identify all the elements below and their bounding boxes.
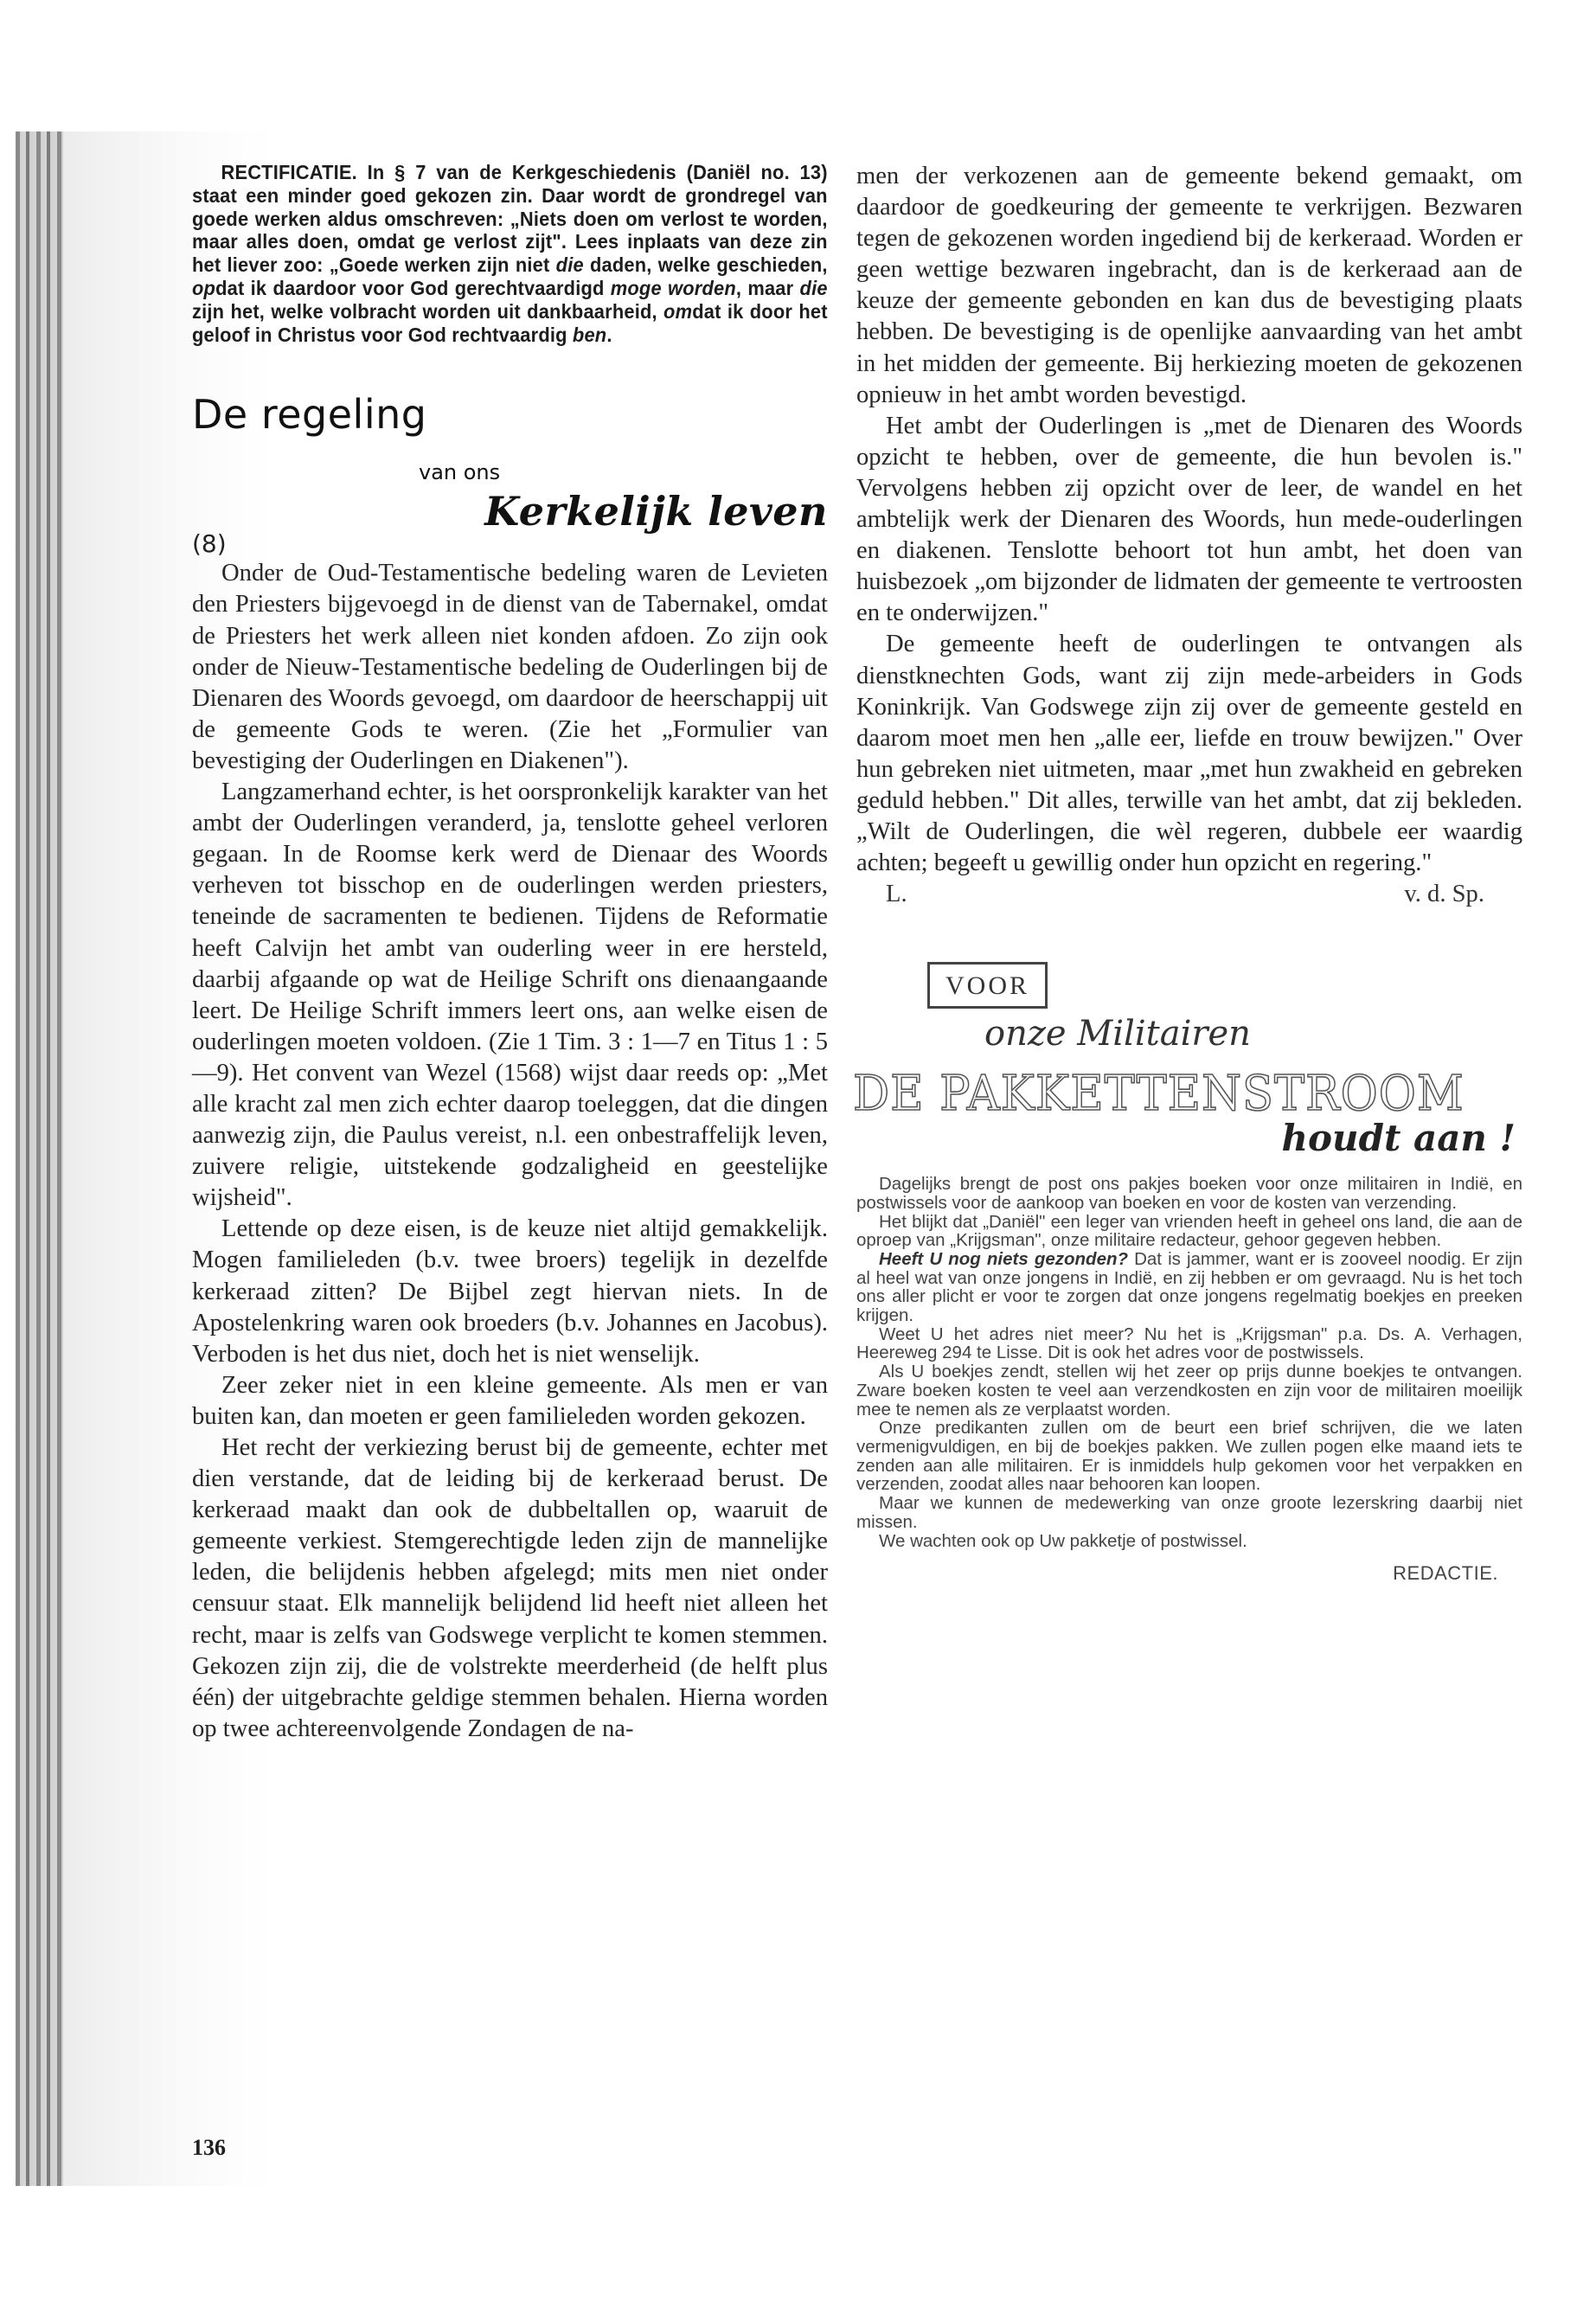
paragraph: Maar we kunnen de medewerking van onze groote lezerskring daarbij niet missen. — [856, 1493, 1522, 1532]
paragraph: Zeer zeker niet in een kleine gemeente. Als men er van buiten kan, dan moeten er geen familieleden worden gekozen. — [192, 1371, 828, 1430]
militairen-section — [853, 910, 1522, 1585]
article-body-right — [856, 161, 1522, 879]
article-title-script: Kerkelijk leven — [484, 488, 828, 535]
paragraph: Onder de Oud-Testamentische bedeling waren de Levieten den Priesters bijgevoegd in de dienst van de Tabernakel, omdat de Priesters het werk alleen niet konden afdoen. Zo zijn ook onder de Nieuw-Testamentische bedeling de Ouderlingen bij de Dienaren des Woords gevoegd, om daardoor de heerschappij uit de gemeente Gods te weren. (Zie het „Formulier van bevestiging der Ouderlingen en Diakenen"). — [192, 560, 828, 774]
houdt-aan-tagline: houdt aan ! — [1281, 1117, 1516, 1160]
left-column — [192, 161, 828, 1745]
militairen-subtitle: onze Militairen — [984, 1014, 1251, 1054]
paragraph: Heeft U nog niets gezonden? Dat is jammer, want er is zooveel noodig. Er zijn al heel wat van onze jongens in Indië, en zij hebben er om gevraagd. Nu is het toch ons aller plicht er voor te zorgen dat onze jongens regelmatig boekjes en preeken krijgen. — [856, 1248, 1522, 1326]
article-part-number: (8) — [192, 529, 227, 559]
article-body-left — [192, 558, 828, 1745]
rectificatie-label: RECTIFICATIE. — [221, 161, 357, 183]
pakkettenstroom-headline: DE PAKKETTENSTROOM — [853, 1066, 1465, 1123]
voor-box-label: VOOR — [927, 962, 1048, 1009]
paragraph: De gemeente heeft de ouderlingen te ontvangen als dienstknechten Gods, want zij zijn mede-arbeiders in Gods Koninkrijk. Van Godswege zijn zij over de gemeente gesteld en daarom moet men hen „alle eer, liefde en trouw bewijzen." Over hun gebreken niet uitmeten, maar „met hun zwakheid en gebreken geduld hebben." Dit alles, terwille van het ambt, dat zij bekleden. „Wilt de Ouderlingen, die wèl regeren, dubbele eer waardig achten; begeeft u gewillig onder hun opzicht en regering." — [856, 631, 1522, 877]
paragraph-continuation: men der verkozenen aan de gemeente bekend gemaakt, om daardoor de goedkeuring der gemeente te verkrijgen. Bezwaren tegen de gekozenen worden ingediend bij de kerkeraad. Worden er geen wettige bezwaren ingebracht, dan is de kerkeraad aan de keuze der gemeente gebonden en kan dus de bevestiging plaats hebben. De bevestiging is de openlijke aanvaarding van het ambt in het midden der gemeente. Bij herkiezing moeten de gekozenen opnieuw in het ambt worden bevestigd. — [856, 163, 1522, 408]
page-number: 136 — [192, 2135, 226, 2160]
paragraph: Het recht der verkiezing berust bij de gemeente, echter met dien verstande, dat de leiding bij de kerkeraad berust. De kerkeraad maakt dan ook de dubbeltallen op, waaruit de gemeente verkiest. Stemgerechtigde leden zijn de mannelijke leden, die belijdenis hebben afgelegd; mits men niet onder censuur staat. Elk mannelijk belijdend lid heeft niet alleen het recht, maar is zelfs van Godswege verplicht te komen stemmen. Gekozen zijn zij, die de volstrekte meerderheid (de helft plus één) der uitgebrachte geldige stemmen behalen. Hierna worden op twee achtereenvolgende Zondagen de na- — [192, 1434, 828, 1742]
paragraph: Dagelijks brengt de post ons pakjes boeken voor onze militairen in Indië, en postwissels voor de aankoop van boeken en voor de kosten van verzending. — [856, 1174, 1522, 1213]
article-title-connector: van ons — [419, 460, 501, 485]
paragraph: Het blijkt dat „Daniël" een leger van vrienden heeft in geheel ons land, die aan de oproep van „Krijgsman", onze militaire redacteur, gehoor gegeven hebben. — [856, 1211, 1522, 1251]
paragraph: Als U boekjes zendt, stellen wij het zeer op prijs dunne boekjes te ontvangen. Zware boeken kosten te veel aan verzendkosten en zijn voor de militairen moeilijk mee te nemen als ze verplaatst worden. — [856, 1362, 1522, 1420]
militairen-body — [856, 1175, 1522, 1550]
paragraph: Lettende op deze eisen, is de keuze niet altijd gemakkelijk. Mogen familieleden (b.v. twee broers) tegelijk in dezelfde kerkeraad zitten? De Bijbel zegt hiervan niets. In de Apostelenkring waren ook broeders (b.v. Johannes en Jacobus). Verboden is het dus niet, doch het is niet wenselijk. — [192, 1215, 828, 1368]
rectificatie-notice: RECTIFICATIE. In § 7 van de Kerkgeschiedenis (Daniël no. 13) staat een minder goed gekozen zin. Daar wordt de grondregel van goede werken aldus omschreven: „Niets doen om verlost te worden, maar alles doen, omdat ge verlost zijt". Lees inplaats van deze zin het liever zoo: „Goede werken zijn niet die daden, welke geschieden, opdat ik daardoor voor God gerechtvaardigd moge worden, maar die zijn het, welke volbracht worden uit dankbaarheid, omdat ik door het geloof in Christus voor God rechtvaardig ben. — [192, 161, 828, 346]
right-column — [853, 161, 1522, 1585]
paragraph: Het ambt der Ouderlingen is „met de Dienaren des Woords opzicht te hebben, over de gemeente, die hun bevolen is." Vervolgens hebben zij opzicht over de leer, de wandel en het ambtelijk werk der Dienaren des Woords, hun mede-ouderlingen en diakenen. Tenslotte behoort tot hun ambt, het doen van huisbezoek „om bijzonder de lidmaten der gemeente te vertroosten en te onderwijzen." — [856, 412, 1522, 627]
paragraph: Langzamerhand echter, is het oorspronkelijk karakter van het ambt der Ouderlingen veranderd, ja, tenslotte geheel verloren gegaan. In de Roomse kerk werd de Dienaar des Woords verheven tot bisschop en de ouderlingen werden priesters, teneinde de sacramenten te bedienen. Tijdens de Reformatie heeft Calvijn het ambt van ouderling weer in ere hersteld, daarbij afgaande op wat de Heilige Schrift ons dienaangaande leert. De Heilige Schrift immers leert ons, aan welke eisen de ouderlingen moeten voldoen. (Zie 1 Tim. 3 : 1—7 en Titus 1 : 5—9). Het convent van Wezel (1568) wijst daar reeds op: „Met alle kracht zal men zich echter daarop toeleggen, dat die dingen aanwezig zijn, die Paulus vereist, n.l. een onbestraffelijk leven, zuivere religie, uitstekende godzaligheid en geestelijke wijsheid". — [192, 779, 828, 1212]
article-title: De regeling — [192, 391, 427, 439]
article-signature — [856, 879, 1522, 910]
binding-edge — [16, 131, 63, 2186]
militairen-signature: REDACTIE. — [1393, 1562, 1498, 1585]
signature-initial: L. — [886, 881, 907, 908]
paragraph: We wachten ook op Uw pakketje of postwissel. — [879, 1530, 1247, 1551]
signature-author: v. d. Sp. — [1404, 881, 1484, 908]
paragraph: Onze predikanten zullen om de beurt een brief schrijven, die we laten vermenigvuldigen, en bij de boekjes pakken. We zullen pogen elke maand iets te zenden aan alle militairen. Er is inmiddels hulp gekomen voor het verpakken en verzenden, zoodat alles naar behooren kan loopen. — [856, 1418, 1522, 1495]
paragraph: Weet U het adres niet meer? Nu het is „Krijgsman" p.a. Ds. A. Verhagen, Heereweg 294 te Lisse. Dit is ook het adres voor de postwissels. — [856, 1324, 1522, 1363]
